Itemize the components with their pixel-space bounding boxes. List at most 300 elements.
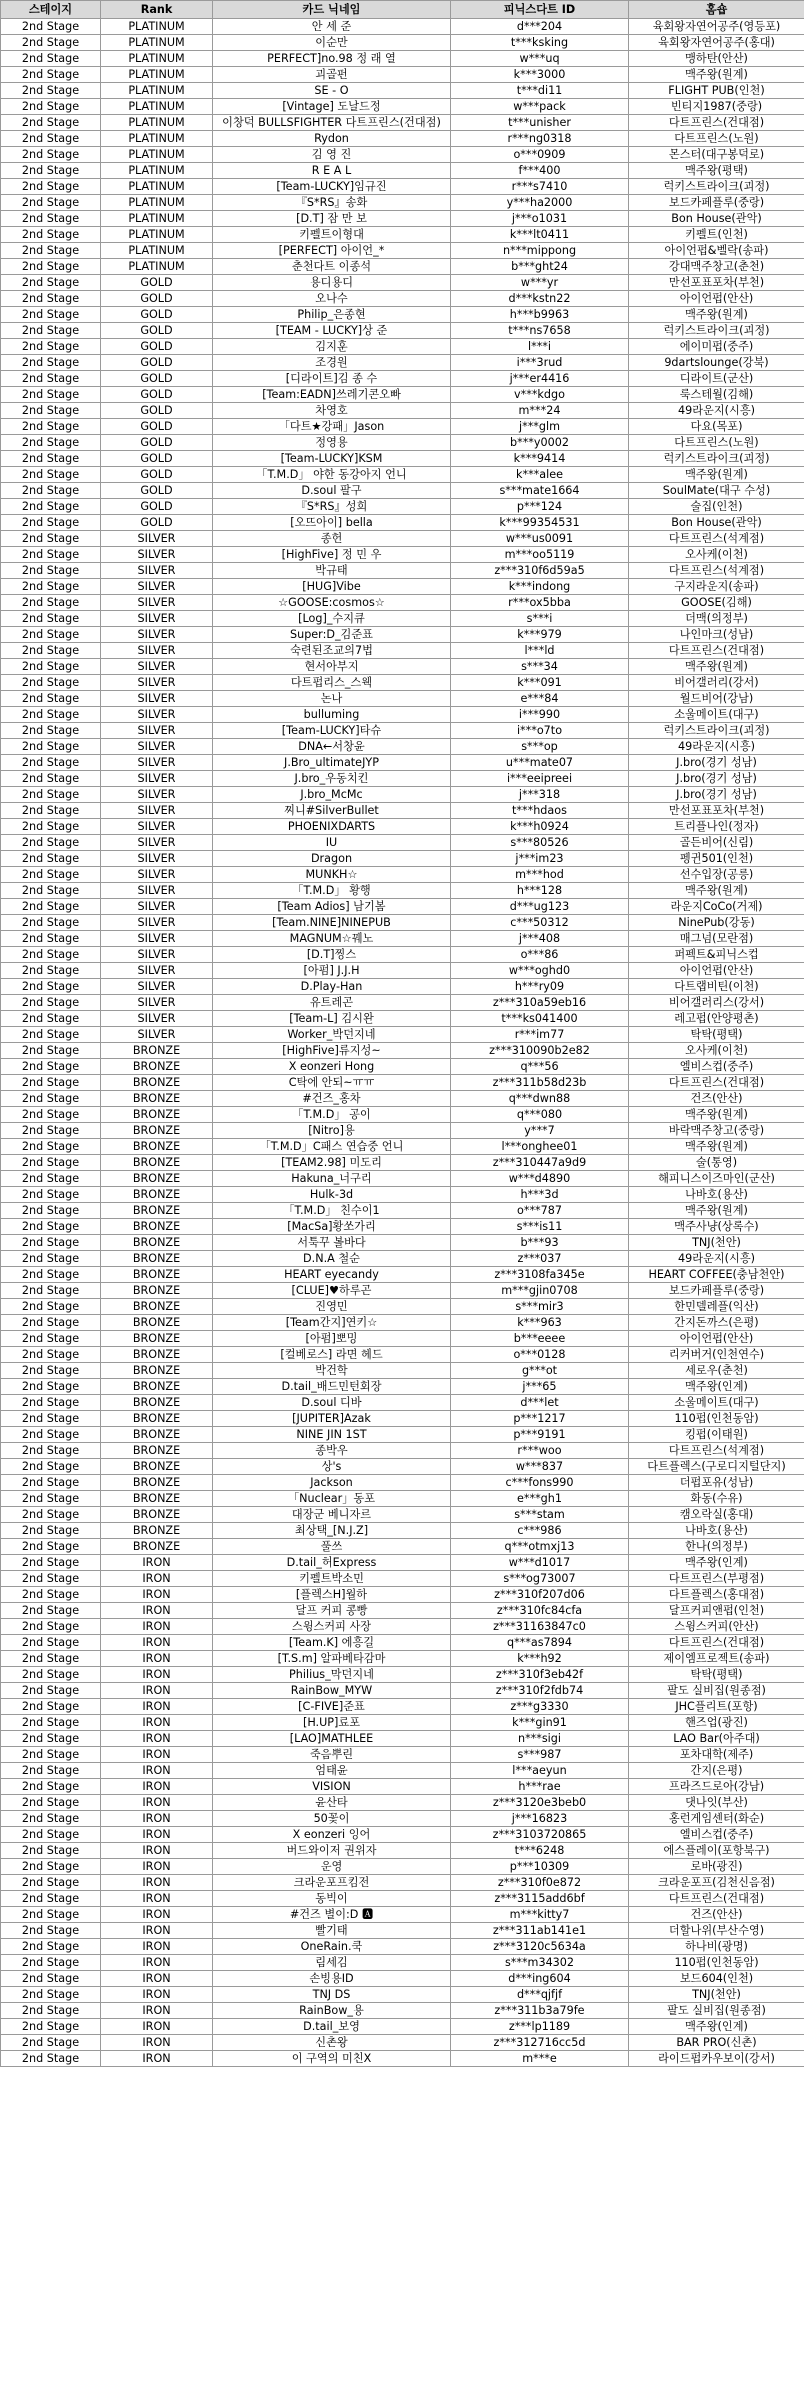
table-row — [1, 1795, 804, 1811]
table-row — [1, 1235, 804, 1251]
home-shop-cell: J.bro(경기 성남) — [629, 787, 804, 803]
nickname-cell: 종박우 — [213, 1443, 451, 1459]
rank-cell: IRON — [101, 1747, 213, 1763]
stage-cell: 2nd Stage — [1, 195, 101, 211]
home-shop-cell: 캠오락실(홍대) — [629, 1507, 804, 1523]
rank-cell: SILVER — [101, 771, 213, 787]
rank-cell: BRONZE — [101, 1107, 213, 1123]
home-shop-cell: JHC플리트(포항) — [629, 1699, 804, 1715]
rank-cell: IRON — [101, 2019, 213, 2035]
table-row — [1, 1043, 804, 1059]
header-card-nickname: 카드 닉네임 — [213, 1, 451, 19]
rank-cell: IRON — [101, 1875, 213, 1891]
nickname-cell: [Team-LUCKY]타슈 — [213, 723, 451, 739]
stage-cell: 2nd Stage — [1, 1875, 101, 1891]
nickname-cell: [LAO]MATHLEE — [213, 1731, 451, 1747]
nickname-cell: 「T.M.D」C패스 연습중 언니 — [213, 1139, 451, 1155]
nickname-cell: Hulk-3d — [213, 1187, 451, 1203]
nickname-cell: [HighFive]류지성~ — [213, 1043, 451, 1059]
stage-cell: 2nd Stage — [1, 1475, 101, 1491]
table-row — [1, 211, 804, 227]
rank-cell: GOLD — [101, 275, 213, 291]
stage-cell: 2nd Stage — [1, 1267, 101, 1283]
home-shop-cell: 다트프린스(건대점) — [629, 1891, 804, 1907]
nickname-cell: [Log]_수지큐 — [213, 611, 451, 627]
rank-cell: BRONZE — [101, 1171, 213, 1187]
nickname-cell: PERFECT]no.98 정 래 열 — [213, 51, 451, 67]
stage-cell: 2nd Stage — [1, 627, 101, 643]
rank-cell: BRONZE — [101, 1059, 213, 1075]
stage-cell: 2nd Stage — [1, 147, 101, 163]
home-shop-cell: 크라운포프(김천신음점) — [629, 1875, 804, 1891]
rank-cell: PLATINUM — [101, 51, 213, 67]
nickname-cell: #건즈 별이:D 🅰 — [213, 1907, 451, 1923]
stage-cell: 2nd Stage — [1, 1635, 101, 1651]
home-shop-cell: 라운지CoCo(거제) — [629, 899, 804, 915]
nickname-cell: [C-FIVE]준표 — [213, 1699, 451, 1715]
home-shop-cell: 다트프린스(건대점) — [629, 1075, 804, 1091]
rank-cell: IRON — [101, 1571, 213, 1587]
phoenix-id-cell: j***65 — [451, 1379, 629, 1395]
stage-cell: 2nd Stage — [1, 1171, 101, 1187]
rank-cell: GOLD — [101, 339, 213, 355]
rank-cell: BRONZE — [101, 1395, 213, 1411]
table-row — [1, 195, 804, 211]
rank-cell: PLATINUM — [101, 179, 213, 195]
nickname-cell: 김지훈 — [213, 339, 451, 355]
phoenix-id-cell: d***kstn22 — [451, 291, 629, 307]
table-row — [1, 1315, 804, 1331]
table-row — [1, 1587, 804, 1603]
rank-cell: PLATINUM — [101, 115, 213, 131]
home-shop-cell: 스윙스커피(안산) — [629, 1619, 804, 1635]
stage-cell: 2nd Stage — [1, 1795, 101, 1811]
home-shop-cell: 맥주왕(원계) — [629, 883, 804, 899]
table-row — [1, 1731, 804, 1747]
stage-cell: 2nd Stage — [1, 1187, 101, 1203]
home-shop-cell: 해피니스이즈마인(군산) — [629, 1171, 804, 1187]
rank-cell: IRON — [101, 1683, 213, 1699]
nickname-cell: 키펠트박소민 — [213, 1571, 451, 1587]
table-row — [1, 643, 804, 659]
home-shop-cell: 프라즈드로아(강남) — [629, 1779, 804, 1795]
stage-cell: 2nd Stage — [1, 1251, 101, 1267]
stage-cell: 2nd Stage — [1, 1043, 101, 1059]
home-shop-cell: 골든비어(신림) — [629, 835, 804, 851]
nickname-cell: IU — [213, 835, 451, 851]
table-row — [1, 227, 804, 243]
home-shop-cell: 엘비스컵(중주) — [629, 1827, 804, 1843]
stage-cell: 2nd Stage — [1, 915, 101, 931]
phoenix-id-cell: s***mate1664 — [451, 483, 629, 499]
stage-cell: 2nd Stage — [1, 1139, 101, 1155]
rank-cell: SILVER — [101, 531, 213, 547]
table-row — [1, 1635, 804, 1651]
phoenix-id-cell: c***50312 — [451, 915, 629, 931]
phoenix-id-cell: r***ox5bba — [451, 595, 629, 611]
table-row — [1, 1155, 804, 1171]
home-shop-cell: 에스플레이(포항북구) — [629, 1843, 804, 1859]
rank-cell: IRON — [101, 1587, 213, 1603]
rank-cell: IRON — [101, 1939, 213, 1955]
table-row — [1, 1603, 804, 1619]
phoenix-id-cell: i***o7to — [451, 723, 629, 739]
rank-cell: SILVER — [101, 787, 213, 803]
home-shop-cell: 맥주왕(원계) — [629, 1107, 804, 1123]
home-shop-cell: 월드비어(강남) — [629, 691, 804, 707]
phoenix-id-cell: s***op — [451, 739, 629, 755]
nickname-cell: [H.UP]료포 — [213, 1715, 451, 1731]
phoenix-id-cell: s***34 — [451, 659, 629, 675]
stage-cell: 2nd Stage — [1, 1923, 101, 1939]
nickname-cell: 정영용 — [213, 435, 451, 451]
rank-cell: SILVER — [101, 883, 213, 899]
phoenix-id-cell: o***0909 — [451, 147, 629, 163]
phoenix-id-cell: t***6248 — [451, 1843, 629, 1859]
table-row — [1, 1267, 804, 1283]
phoenix-id-cell: l***ld — [451, 643, 629, 659]
nickname-cell: 다트펍리스_스웩 — [213, 675, 451, 691]
stage-cell: 2nd Stage — [1, 2051, 101, 2067]
nickname-cell: 운영 — [213, 1859, 451, 1875]
table-row — [1, 1651, 804, 1667]
rank-cell: BRONZE — [101, 1347, 213, 1363]
rank-cell: IRON — [101, 2051, 213, 2067]
nickname-cell: 안 세 준 — [213, 19, 451, 35]
rank-cell: GOLD — [101, 291, 213, 307]
table-row — [1, 995, 804, 1011]
home-shop-cell: 맥주왕(원계) — [629, 1139, 804, 1155]
table-row — [1, 19, 804, 35]
rank-cell: BRONZE — [101, 1379, 213, 1395]
home-shop-cell: 한나(의정부) — [629, 1539, 804, 1555]
home-shop-cell: 소울메이트(대구) — [629, 707, 804, 723]
phoenix-id-cell: e***gh1 — [451, 1491, 629, 1507]
phoenix-id-cell: z***310f6d59a5 — [451, 563, 629, 579]
stage-cell: 2nd Stage — [1, 659, 101, 675]
rank-cell: GOLD — [101, 307, 213, 323]
table-row — [1, 755, 804, 771]
rank-cell: GOLD — [101, 451, 213, 467]
nickname-cell: 스윙스커피 사장 — [213, 1619, 451, 1635]
nickname-cell: [Team-LUCKY]KSM — [213, 451, 451, 467]
stage-cell: 2nd Stage — [1, 35, 101, 51]
header-home-shop: 홈숍 — [629, 1, 804, 19]
home-shop-cell: 엘비스컵(중주) — [629, 1059, 804, 1075]
table-row — [1, 1811, 804, 1827]
rank-cell: GOLD — [101, 499, 213, 515]
home-shop-cell: 팔도 실비집(원종점) — [629, 2003, 804, 2019]
home-shop-cell: 다트프린스(부평점) — [629, 1571, 804, 1587]
rank-cell: BRONZE — [101, 1283, 213, 1299]
stage-cell: 2nd Stage — [1, 307, 101, 323]
stage-cell: 2nd Stage — [1, 531, 101, 547]
rank-cell: SILVER — [101, 995, 213, 1011]
nickname-cell: 김 영 진 — [213, 147, 451, 163]
phoenix-id-cell: b***ght24 — [451, 259, 629, 275]
nickname-cell: [Vintage] 도날드정 — [213, 99, 451, 115]
nickname-cell: [Team.NINE]NINEPUB — [213, 915, 451, 931]
phoenix-id-cell: w***oghd0 — [451, 963, 629, 979]
rank-cell: IRON — [101, 1859, 213, 1875]
nickname-cell: RainBow_MYW — [213, 1683, 451, 1699]
table-row — [1, 1347, 804, 1363]
rank-cell: SILVER — [101, 659, 213, 675]
nickname-cell: HEART eyecandy — [213, 1267, 451, 1283]
stage-cell: 2nd Stage — [1, 1075, 101, 1091]
home-shop-cell: 럭키스트라이크(괴정) — [629, 723, 804, 739]
table-row — [1, 259, 804, 275]
stage-cell: 2nd Stage — [1, 451, 101, 467]
stage-cell: 2nd Stage — [1, 1651, 101, 1667]
table-row — [1, 451, 804, 467]
phoenix-id-cell: k***979 — [451, 627, 629, 643]
header-stage: 스테이지 — [1, 1, 101, 19]
home-shop-cell: Bon House(관악) — [629, 211, 804, 227]
stage-cell: 2nd Stage — [1, 563, 101, 579]
home-shop-cell: GOOSE(김해) — [629, 595, 804, 611]
table-row — [1, 1027, 804, 1043]
phoenix-id-cell: i***eeipreei — [451, 771, 629, 787]
phoenix-id-cell: p***1217 — [451, 1411, 629, 1427]
nickname-cell: C탁에 안되~ㅠㅠ — [213, 1075, 451, 1091]
phoenix-id-cell: k***gin91 — [451, 1715, 629, 1731]
stage-cell: 2nd Stage — [1, 1235, 101, 1251]
stage-cell: 2nd Stage — [1, 931, 101, 947]
nickname-cell: VISION — [213, 1779, 451, 1795]
home-shop-cell: 로바(광진) — [629, 1859, 804, 1875]
nickname-cell: D.Play-Han — [213, 979, 451, 995]
home-shop-cell: SoulMate(대구 수성) — [629, 483, 804, 499]
nickname-cell: D.N.A 철순 — [213, 1251, 451, 1267]
phoenix-id-cell: m***24 — [451, 403, 629, 419]
phoenix-id-cell: d***qjfjf — [451, 1987, 629, 2003]
rank-cell: SILVER — [101, 947, 213, 963]
stage-cell: 2nd Stage — [1, 1683, 101, 1699]
table-row — [1, 291, 804, 307]
home-shop-cell: 럭키스트라이크(괴정) — [629, 179, 804, 195]
table-row — [1, 691, 804, 707]
phoenix-id-cell: k***indong — [451, 579, 629, 595]
nickname-cell: MAGNUM☆꿰노 — [213, 931, 451, 947]
phoenix-id-cell: c***986 — [451, 1523, 629, 1539]
rank-cell: BRONZE — [101, 1251, 213, 1267]
rank-cell: PLATINUM — [101, 131, 213, 147]
table-row — [1, 1539, 804, 1555]
nickname-cell: DNA←서창윤 — [213, 739, 451, 755]
phoenix-id-cell: k***h0924 — [451, 819, 629, 835]
stage-cell: 2nd Stage — [1, 755, 101, 771]
stage-cell: 2nd Stage — [1, 1747, 101, 1763]
phoenix-id-cell: q***otmxj13 — [451, 1539, 629, 1555]
table-row — [1, 1619, 804, 1635]
table-row — [1, 1699, 804, 1715]
stage-cell: 2nd Stage — [1, 1347, 101, 1363]
stage-cell: 2nd Stage — [1, 1971, 101, 1987]
table-row — [1, 355, 804, 371]
nickname-cell: 용디용디 — [213, 275, 451, 291]
rank-cell: PLATINUM — [101, 211, 213, 227]
nickname-cell: 동빅이 — [213, 1891, 451, 1907]
stage-cell: 2nd Stage — [1, 1587, 101, 1603]
phoenix-id-cell: z***3120c5634a — [451, 1939, 629, 1955]
table-row — [1, 1411, 804, 1427]
home-shop-cell: 아이언펍(안산) — [629, 1331, 804, 1347]
nickname-cell: 「T.M.D」 친수이1 — [213, 1203, 451, 1219]
rank-cell: PLATINUM — [101, 83, 213, 99]
table-row — [1, 499, 804, 515]
phoenix-id-cell: z***3120e3beb0 — [451, 1795, 629, 1811]
stage-cell: 2nd Stage — [1, 1411, 101, 1427]
stage-cell: 2nd Stage — [1, 1363, 101, 1379]
home-shop-cell: 술집(인천) — [629, 499, 804, 515]
table-row — [1, 515, 804, 531]
table-row — [1, 1763, 804, 1779]
rank-cell: GOLD — [101, 515, 213, 531]
header-phoenix-id: 피닉스다트 ID — [451, 1, 629, 19]
stage-cell: 2nd Stage — [1, 243, 101, 259]
phoenix-id-cell: m***kitty7 — [451, 1907, 629, 1923]
stage-cell: 2nd Stage — [1, 227, 101, 243]
table-row — [1, 1891, 804, 1907]
stage-cell: 2nd Stage — [1, 1315, 101, 1331]
home-shop-cell: 트리플나인(정자) — [629, 819, 804, 835]
nickname-cell: [Team-L] 김시완 — [213, 1011, 451, 1027]
nickname-cell: [T.S.m] 알파베타감마 — [213, 1651, 451, 1667]
phoenix-id-cell: l***i — [451, 339, 629, 355]
rank-cell: SILVER — [101, 851, 213, 867]
phoenix-id-cell: e***84 — [451, 691, 629, 707]
nickname-cell: X eonzeri Hong — [213, 1059, 451, 1075]
stage-cell: 2nd Stage — [1, 787, 101, 803]
nickname-cell: 숙련된조교의7법 — [213, 643, 451, 659]
table-row — [1, 243, 804, 259]
phoenix-id-cell: p***9191 — [451, 1427, 629, 1443]
rank-cell: PLATINUM — [101, 227, 213, 243]
phoenix-id-cell: w***us0091 — [451, 531, 629, 547]
phoenix-id-cell: z***310fc84cfa — [451, 1603, 629, 1619]
rank-cell: BRONZE — [101, 1219, 213, 1235]
phoenix-id-cell: j***o1031 — [451, 211, 629, 227]
phoenix-id-cell: j***glm — [451, 419, 629, 435]
nickname-cell: D.soul 디바 — [213, 1395, 451, 1411]
rank-cell: IRON — [101, 1715, 213, 1731]
home-shop-cell: 디라이트(군산) — [629, 371, 804, 387]
table-row — [1, 1971, 804, 1987]
home-shop-cell: 홍런게임센터(화순) — [629, 1811, 804, 1827]
phoenix-id-cell: b***eeee — [451, 1331, 629, 1347]
phoenix-id-cell: q***dwn88 — [451, 1091, 629, 1107]
home-shop-cell: 다트프린스(노원) — [629, 131, 804, 147]
table-row — [1, 1203, 804, 1219]
stage-cell: 2nd Stage — [1, 979, 101, 995]
rank-cell: IRON — [101, 1971, 213, 1987]
phoenix-id-cell: j***16823 — [451, 1811, 629, 1827]
rank-cell: IRON — [101, 1827, 213, 1843]
nickname-cell: [TEAM2.98] 미도리 — [213, 1155, 451, 1171]
home-shop-cell: 포차대학(제주) — [629, 1747, 804, 1763]
rank-cell: IRON — [101, 1955, 213, 1971]
table-row — [1, 1171, 804, 1187]
nickname-cell: ☆GOOSE:cosmos☆ — [213, 595, 451, 611]
nickname-cell: 빨기태 — [213, 1923, 451, 1939]
stage-cell: 2nd Stage — [1, 1059, 101, 1075]
phoenix-id-cell: m***gjin0708 — [451, 1283, 629, 1299]
phoenix-id-cell: t***di11 — [451, 83, 629, 99]
rank-cell: SILVER — [101, 723, 213, 739]
rank-cell: SILVER — [101, 1011, 213, 1027]
nickname-cell: 박규태 — [213, 563, 451, 579]
rank-cell: BRONZE — [101, 1443, 213, 1459]
nickname-cell: Hakuna_너구리 — [213, 1171, 451, 1187]
table-row — [1, 1251, 804, 1267]
stage-cell: 2nd Stage — [1, 2019, 101, 2035]
phoenix-id-cell: p***10309 — [451, 1859, 629, 1875]
table-row — [1, 675, 804, 691]
nickname-cell: [Team간지]연키☆ — [213, 1315, 451, 1331]
table-row — [1, 803, 804, 819]
stage-cell: 2nd Stage — [1, 835, 101, 851]
table-row — [1, 1363, 804, 1379]
rank-cell: PLATINUM — [101, 35, 213, 51]
table-row — [1, 2035, 804, 2051]
nickname-cell: 「T.M.D」 야한 동강아지 언니 — [213, 467, 451, 483]
stage-cell: 2nd Stage — [1, 1811, 101, 1827]
home-shop-cell: 제이엠프로젝트(송파) — [629, 1651, 804, 1667]
phoenix-id-cell: z***3115add6bf — [451, 1891, 629, 1907]
nickname-cell: [TEAM - LUCKY]상 준 — [213, 323, 451, 339]
nickname-cell: Dragon — [213, 851, 451, 867]
home-shop-cell: 하나비(광명) — [629, 1939, 804, 1955]
nickname-cell: [D.T]찡스 — [213, 947, 451, 963]
nickname-cell: 「Nuclear」동포 — [213, 1491, 451, 1507]
nickname-cell: [아펌]뽀밍 — [213, 1331, 451, 1347]
table-row — [1, 147, 804, 163]
home-shop-cell: 육회왕자연어공주(영등포) — [629, 19, 804, 35]
stage-cell: 2nd Stage — [1, 1763, 101, 1779]
home-shop-cell: 럭키스트라이크(괴정) — [629, 451, 804, 467]
stage-cell: 2nd Stage — [1, 499, 101, 515]
table-row — [1, 1139, 804, 1155]
nickname-cell: J.bro_McMc — [213, 787, 451, 803]
home-shop-cell: 만선포표포차(부천) — [629, 275, 804, 291]
rank-cell: SILVER — [101, 691, 213, 707]
stage-cell: 2nd Stage — [1, 2003, 101, 2019]
rank-cell: IRON — [101, 1699, 213, 1715]
phoenix-id-cell: z***311b3a79fe — [451, 2003, 629, 2019]
home-shop-cell: 비어갤러리스(강서) — [629, 995, 804, 1011]
home-shop-cell: 나바호(용산) — [629, 1187, 804, 1203]
table-row — [1, 963, 804, 979]
table-row — [1, 2051, 804, 2067]
table-row — [1, 1923, 804, 1939]
rank-cell: BRONZE — [101, 1315, 213, 1331]
home-shop-cell: 나바호(용산) — [629, 1523, 804, 1539]
phoenix-id-cell: z***g3330 — [451, 1699, 629, 1715]
home-shop-cell: 더펍포유(성남) — [629, 1475, 804, 1491]
table-row — [1, 67, 804, 83]
stage-cell: 2nd Stage — [1, 371, 101, 387]
rank-cell: BRONZE — [101, 1139, 213, 1155]
nickname-cell: 손빙용ID — [213, 1971, 451, 1987]
home-shop-cell: 팔도 실비집(원종점) — [629, 1683, 804, 1699]
phoenix-id-cell: k***99354531 — [451, 515, 629, 531]
stage-cell: 2nd Stage — [1, 1091, 101, 1107]
home-shop-cell: 간지돈까스(은평) — [629, 1315, 804, 1331]
home-shop-cell: TNJ(천안) — [629, 1235, 804, 1251]
table-row — [1, 1331, 804, 1347]
rank-cell: PLATINUM — [101, 163, 213, 179]
